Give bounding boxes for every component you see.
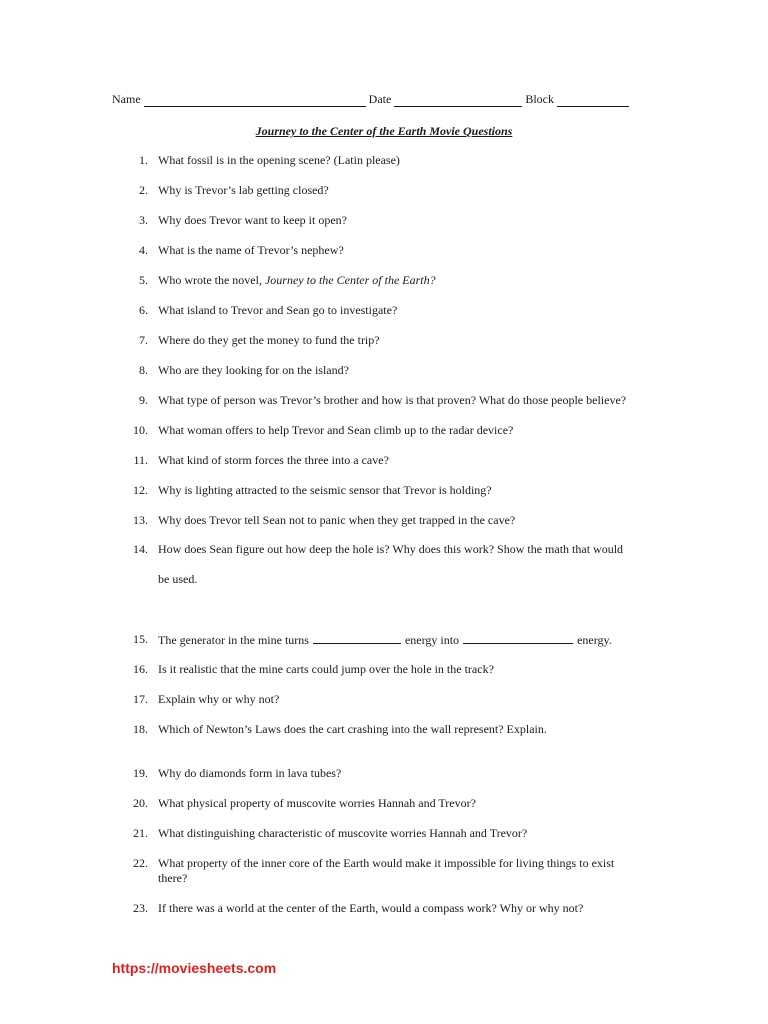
question-text: What distinguishing characteristic of muscovite worries Hannah and Trevor?	[158, 826, 528, 840]
question-number: 5.	[139, 273, 148, 287]
question-number: 1.	[139, 153, 148, 167]
question-number: 8.	[139, 363, 148, 377]
date-field[interactable]	[394, 94, 522, 107]
question-text: What type of person was Trevor’s brother and how is that proven? What do those people believe?	[158, 393, 627, 407]
question-number: 22.	[133, 856, 148, 870]
question-number: 20.	[133, 796, 148, 810]
worksheet-title: Journey to the Center of the Earth Movie Questions	[255, 124, 513, 138]
question-text: What property of the inner core of the Earth would make it impossible for living things to exist	[158, 856, 615, 870]
question-text: What is the name of Trevor’s nephew?	[158, 243, 344, 257]
footer-url-link[interactable]: https://moviesheets.com	[112, 960, 277, 976]
question-text-continued: be used.	[158, 572, 198, 586]
question-number: 3.	[139, 213, 148, 227]
question-text: Explain why or why not?	[158, 692, 280, 706]
question-number: 4.	[139, 243, 148, 257]
question-number: 18.	[133, 722, 148, 736]
question-text	[158, 632, 612, 648]
question-number: 15.	[133, 632, 148, 646]
question-number: 10.	[133, 423, 148, 437]
novel-title: Journey to the Center of the Earth?	[264, 273, 436, 287]
question-text-end: energy.	[577, 633, 612, 647]
name-label: Name	[112, 92, 141, 106]
name-field[interactable]	[144, 94, 366, 107]
question-text: If there was a world at the center of the Earth, would a compass work? Why or why not?	[158, 901, 584, 915]
question-text: What island to Trevor and Sean go to investigate?	[158, 303, 398, 317]
question-text: Why does Trevor tell Sean not to panic when they get trapped in the cave?	[158, 513, 516, 527]
energy-blank-2[interactable]	[463, 632, 573, 644]
question-number: 9.	[139, 393, 148, 407]
question-text: Which of Newton’s Laws does the cart crashing into the wall represent? Explain.	[158, 722, 547, 736]
question-number: 7.	[139, 333, 148, 347]
question-text: Why is Trevor’s lab getting closed?	[158, 183, 329, 197]
question-text: Is it realistic that the mine carts could jump over the hole in the track?	[158, 662, 494, 676]
question-text: What woman offers to help Trevor and Sean climb up to the radar device?	[158, 423, 514, 437]
question-number: 19.	[133, 766, 148, 780]
question-text-continued: there?	[158, 871, 188, 885]
question-text: Why do diamonds form in lava tubes?	[158, 766, 342, 780]
question-text-mid: energy into	[404, 633, 460, 647]
block-field[interactable]	[557, 94, 629, 107]
question-number: 16.	[133, 662, 148, 676]
question-text: What physical property of muscovite worries Hannah and Trevor?	[158, 796, 476, 810]
date-label: Date	[368, 92, 392, 106]
question-number: 2.	[139, 183, 148, 197]
question-text: How does Sean figure out how deep the hole is? Why does this work? Show the math that would	[158, 542, 624, 556]
question-text	[158, 273, 436, 288]
question-text: Why is lighting attracted to the seismic sensor that Trevor is holding?	[158, 483, 492, 497]
question-text: Why does Trevor want to keep it open?	[158, 213, 347, 227]
question-text-plain: Who wrote the novel,	[158, 273, 265, 287]
question-number: 6.	[139, 303, 148, 317]
question-number: 11.	[133, 453, 148, 467]
question-text: What kind of storm forces the three into a cave?	[158, 453, 389, 467]
block-label: Block	[525, 92, 554, 106]
question-number: 21.	[133, 826, 148, 840]
question-text: Who are they looking for on the island?	[158, 363, 349, 377]
question-number: 17.	[133, 692, 148, 706]
energy-blank-1[interactable]	[313, 632, 401, 644]
question-number: 14.	[133, 542, 148, 556]
question-number: 23.	[133, 901, 148, 915]
worksheet-header	[112, 92, 632, 107]
question-number: 12.	[133, 483, 148, 497]
question-number: 13.	[133, 513, 148, 527]
question-text: Where do they get the money to fund the trip?	[158, 333, 380, 347]
question-text-start: The generator in the mine turns	[158, 633, 309, 647]
question-text: What fossil is in the opening scene? (Latin please)	[158, 153, 400, 167]
